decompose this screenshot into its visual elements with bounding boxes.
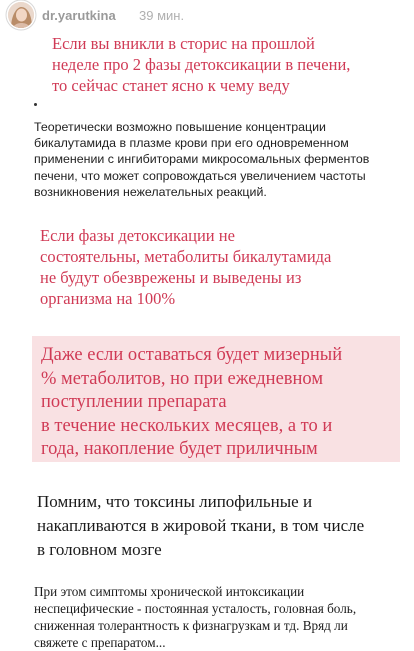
toxins-line: накапливаются в жировой ткани, в том числе: [37, 516, 365, 535]
accumulation-line: года, накопление будет приличным: [41, 439, 318, 460]
excerpt-line: возникновения нежелательных реакций.: [34, 184, 267, 199]
symptoms-text: [34, 583, 410, 651]
excerpt-line: бикалутамида в плазме крови при его одновременном: [34, 136, 349, 151]
intro-line: Если вы вникли в сторис на прошлой: [52, 34, 315, 53]
phases-line: не будут обезврежены и выведены из: [40, 268, 302, 287]
avatar-photo-icon: [8, 2, 34, 28]
toxins-line: Помним, что токсины липофильные и: [37, 492, 313, 511]
intro-line: то сейчас станет ясно к чему веду: [52, 76, 290, 95]
phases-line: Если фазы детоксикации не: [40, 226, 235, 245]
avatar[interactable]: [8, 2, 34, 28]
intro-text: [52, 33, 402, 96]
toxins-line: в головном мозге: [37, 540, 162, 559]
excerpt-line: печени, что может сопровождаться увеличением частоты: [34, 168, 366, 183]
username[interactable]: dr.yarutkina: [42, 8, 116, 23]
excerpt-line: Теоретически возможно повышение концентрации: [34, 120, 326, 134]
story-header: [0, 0, 414, 30]
post-time: 39 мин.: [139, 8, 185, 23]
symptoms-line: При этом симптомы хронической интоксикации: [34, 584, 305, 599]
phases-line: организма на 100%: [40, 289, 176, 308]
intro-line: неделе про 2 фазы детоксикации в печени,: [52, 55, 351, 74]
symptoms-line: неспецифические - постоянная усталость, головная боль,: [34, 601, 357, 616]
accumulation-text: [41, 344, 401, 462]
phases-line: состоятельны, метаболиты бикалутамида: [40, 247, 332, 266]
symptoms-line: сниженная толерантность к физнагрузкам и тд. Вряд ли: [34, 618, 348, 633]
symptoms-line: свяжете с препаратом...: [34, 635, 166, 650]
accumulation-line: в течение нескольких месяцев, а то и: [41, 415, 333, 436]
accumulation-line: % метаболитов, но при ежедневном: [41, 368, 324, 389]
accumulation-line: поступлении препарата: [41, 392, 227, 413]
toxins-text: [37, 490, 407, 562]
accumulation-line: Даже если оставаться будет мизерный: [41, 345, 343, 365]
bullet-dot: [34, 103, 37, 106]
excerpt-line: применении с ингибиторами микросомальных ферментов: [34, 152, 370, 167]
phases-text: [40, 225, 400, 309]
excerpt-cut-line: [34, 200, 398, 206]
drug-instruction-excerpt: [26, 113, 398, 216]
